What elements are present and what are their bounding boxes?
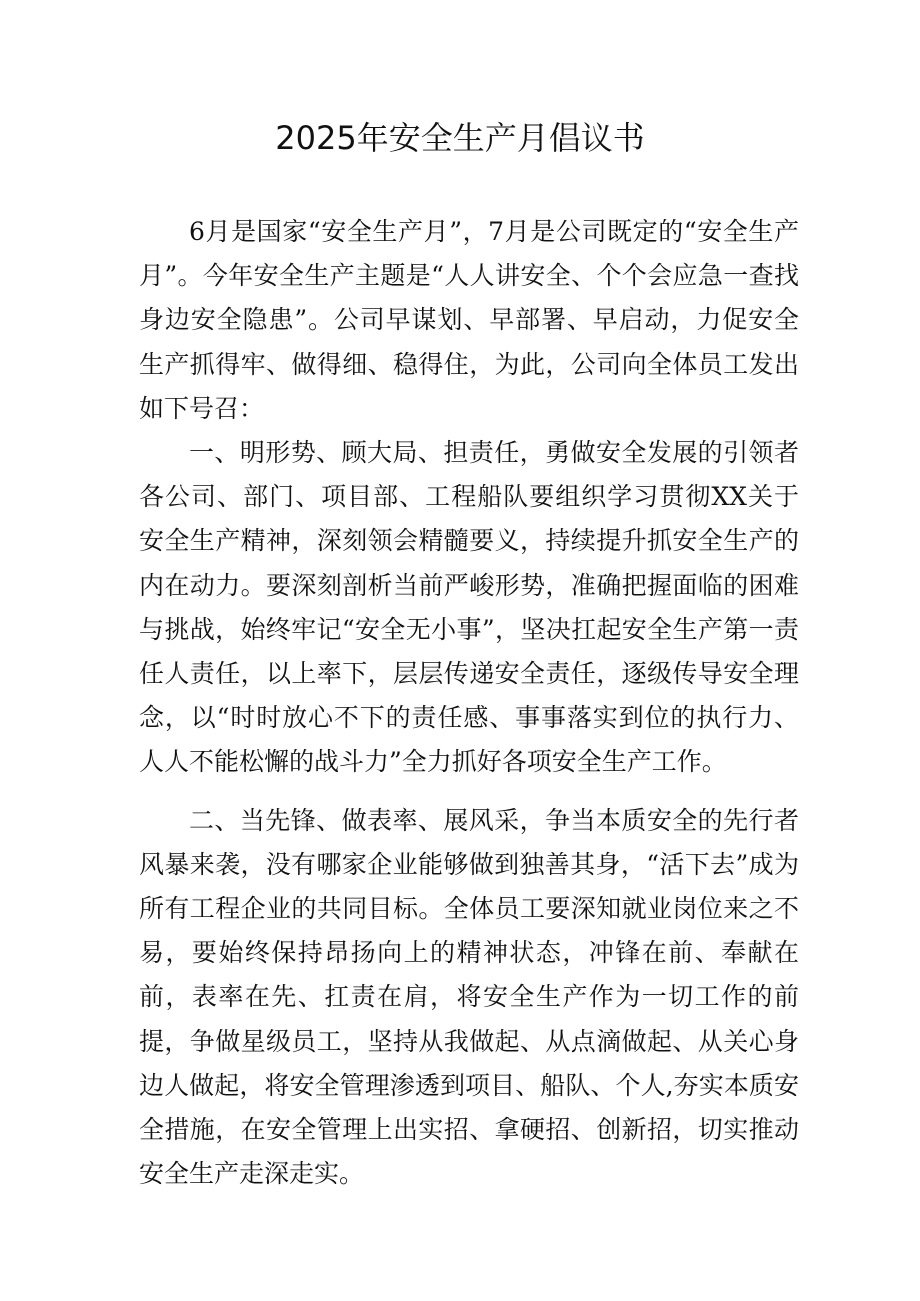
paragraph-intro: 6月是国家“安全生产月”，7月是公司既定的“安全生产月”。今年安全生产主题是“人人讲安全、个个会应急一查找身边安全隐患”。公司早谋划、早部署、早启动，力促安全生产抓得牢、做得细、稳得住，为此，公司向全体员工发出如下号召： (139, 217, 799, 423)
document-title: 2025年安全生产月倡议书 (275, 119, 645, 157)
paragraph-section-two: 二、当先锋、做表率、展风采，争当本质安全的先行者风暴来袭，没有哪家企业能够做到独善其身，“活下去”成为所有工程企业的共同目标。全体员工要深知就业岗位来之不易，要始终保持昂扬向上的精神状态，冲锋在前、奉献在前，表率在先、扛责在肩，将安全生产作为一切工作的前提，争做星级员工，坚持从我做起、从点滴做起、从关心身边人做起，将安全管理渗透到项目、船队、个人,夯实本质安全措施，在安全管理上出实招、拿硬招、创新招，切实推动安全生产走深走实。 (139, 805, 799, 1189)
paragraph-section-one: 一、明形势、顾大局、担责任，勇做安全发展的引领者各公司、部门、项目部、工程船队要组织学习贯彻XX关于安全生产精神，深刻领会精髓要义，持续提升抓安全生产的内在动力。要深刻剖析当前严峻形势，准确把握面临的困难与挑战，始终牢记“安全无小事”，坚决扛起安全生产第一责任人责任，以上率下，层层传递安全责任，逐级传导安全理念，以“时时放心不下的责任感、事事落实到位的执行力、人人不能松懈的战斗力”全力抓好各项安全生产工作。 (139, 438, 799, 777)
document-body (139, 210, 799, 1196)
